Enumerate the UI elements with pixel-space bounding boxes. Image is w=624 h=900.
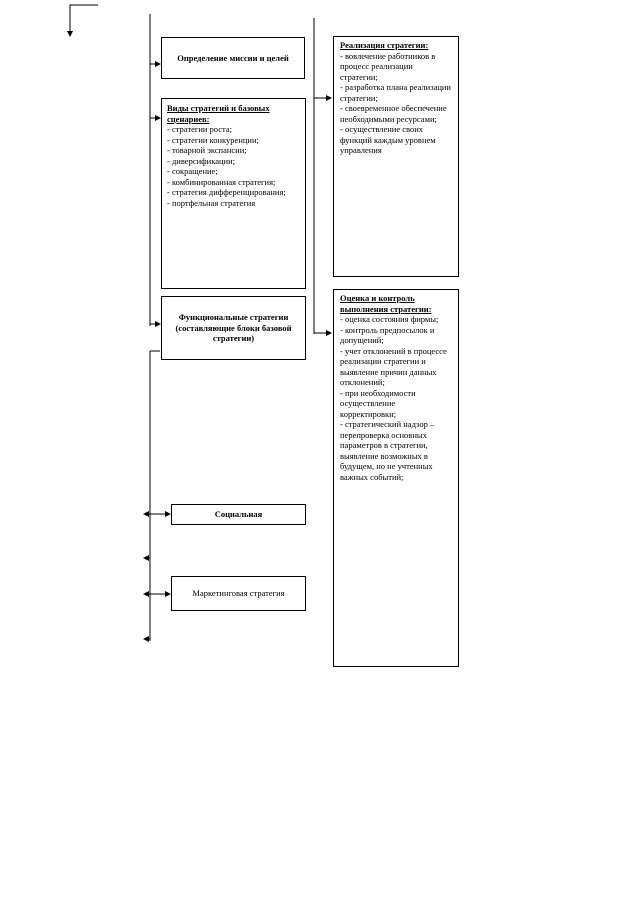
strategy-types-heading: Виды стратегий и базовых сценариев:	[167, 103, 270, 124]
strategy-types-list	[167, 124, 300, 208]
list-item: - стратегии конкуренции;	[167, 134, 259, 145]
strategy-types-box	[161, 98, 306, 289]
list-item: - оценка состояния фирмы;	[340, 314, 439, 324]
mission-box	[161, 37, 305, 79]
list-item: - своевременное обеспечение необходимыми ресурсами;	[340, 103, 447, 124]
functional-title: Функциональные стратегии	[178, 312, 289, 323]
social-title: Социальная	[214, 509, 263, 520]
social-strategy-box	[171, 504, 306, 525]
mission-title: Определение миссии и целей	[177, 52, 289, 63]
list-item: - комбинированная стратегия;	[167, 176, 276, 187]
list-item: - стратегия дифференцирования;	[167, 187, 286, 197]
implementation-box	[333, 36, 459, 277]
evaluation-list	[340, 314, 452, 482]
functional-subtitle: (составляющие блоки базовой стратегии)	[175, 322, 292, 344]
functional-strategies-box	[161, 296, 306, 360]
list-item: - портфельная стратегия	[167, 197, 256, 208]
evaluation-heading: Оценка и контроль выполнения стратегии:	[340, 293, 432, 314]
list-item: - учет отклонений в процессе реализации стратегии и выявление причин данных отклонений;	[340, 345, 447, 387]
implementation-list	[340, 51, 452, 156]
list-item: - товарной экспансии;	[167, 145, 247, 155]
implementation-heading: Реализация стратегии:	[340, 40, 429, 50]
list-item: - при необходимости осуществление корректировки;	[340, 387, 416, 419]
list-item: - вовлечение работников в процесс реализации стратегии;	[340, 50, 436, 82]
list-item: - диверсификации;	[167, 155, 235, 166]
evaluation-box	[333, 289, 459, 667]
list-item: - контроль предпосылок и допущений;	[340, 324, 435, 345]
marketing-title: Маркетинговая стратегия	[192, 588, 285, 599]
list-item: - стратегии роста;	[167, 124, 232, 134]
marketing-strategy-box	[171, 576, 306, 611]
entry-arrow	[70, 5, 98, 36]
list-item: - осуществление своих функций каждым уровнем управления	[340, 124, 436, 155]
list-item: - стратегический надзор – перепроверка основных параметров в стратегии, выявление возможных в будущем, но не учтенных важных событий;	[340, 419, 435, 482]
list-item: - сокращение;	[167, 166, 218, 176]
list-item: - разработка плана реализации стратегии;	[340, 82, 451, 103]
